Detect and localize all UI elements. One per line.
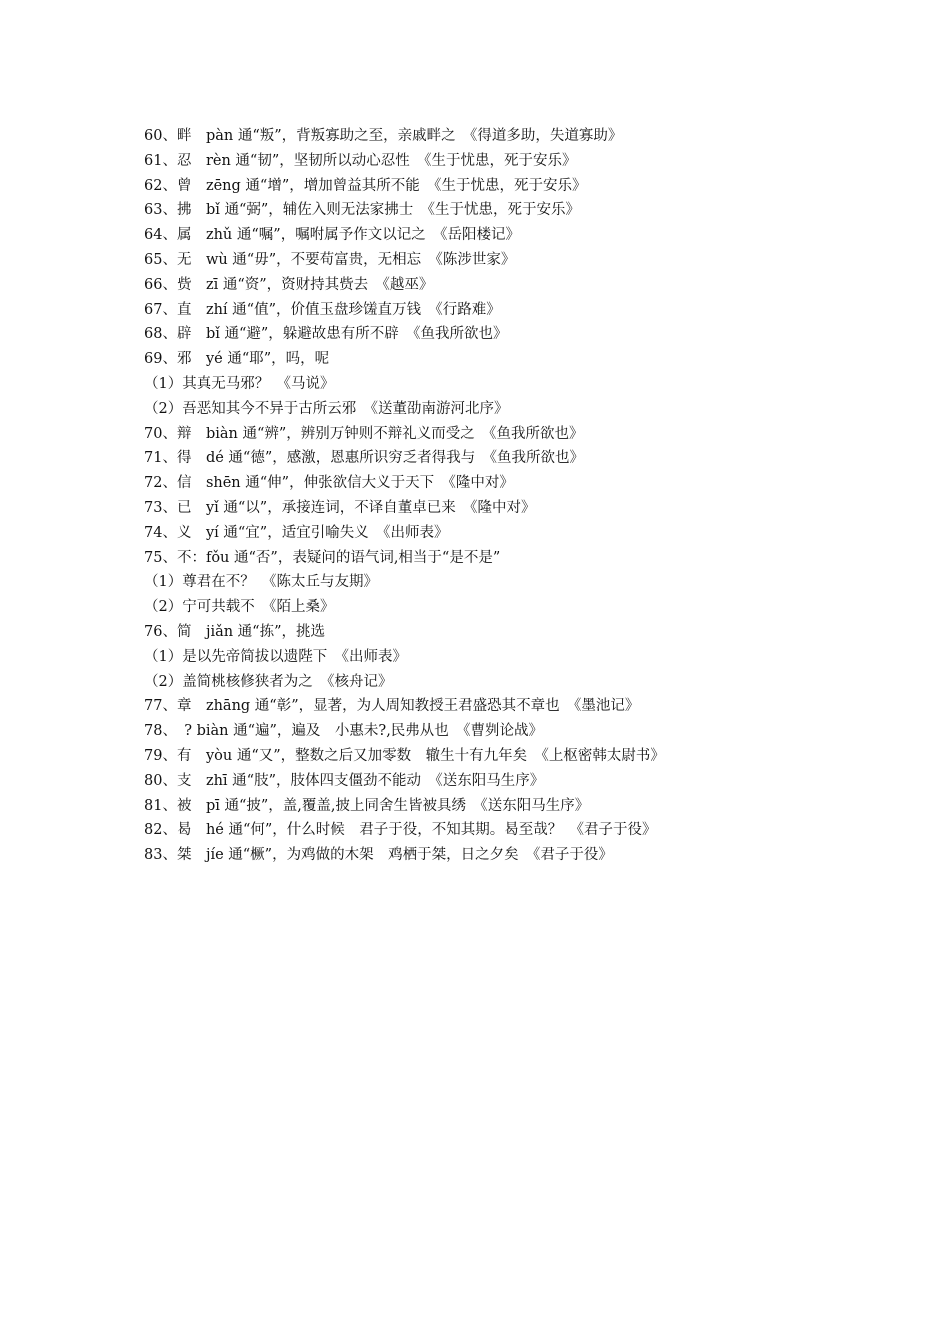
entry-line-63: 63、拂 bǐ 通“弼”，辅佐入则无法家拂士 《生于忧患，死于安乐》	[144, 202, 581, 219]
entry-example-69-1: （1）其真无马邪？ 《马说》	[144, 375, 335, 392]
entry-line-64: 64、属 zhǔ 通“嘱”，嘱咐属予作文以记之 《岳阳楼记》	[144, 227, 520, 244]
entry-line-75: 75、不：fǒu 通“否”，表疑问的语气词,相当于“是不是”	[144, 549, 501, 566]
entry-line-68: 68、辟 bǐ 通“避”，躲避故患有所不辟 《鱼我所欲也》	[144, 326, 508, 343]
entry-line-71: 71、得 dé 通“德”，感激，恩惠所识穷乏者得我与 《鱼我所欲也》	[144, 450, 584, 467]
entry-line-66: 66、赀 zī 通“资”，资财持其赀去 《越巫》	[144, 276, 434, 293]
entry-line-79: 79、有 yòu 通“又”，整数之后又加零数 辙生十有九年矣 《上枢密韩太尉书》	[144, 747, 665, 764]
entry-line-73: 73、已 yǐ 通“以”，承接连词，不译自董卓已来 《隆中对》	[144, 499, 536, 516]
entry-list	[144, 124, 904, 868]
entry-line-82: 82、曷 hé 通“何”，什么时候 君子于役，不知其期。曷至哉？ 《君子于役》	[144, 822, 657, 839]
entry-line-77: 77、章 zhāng 通“彰”，显著，为人周知教授王君盛恐其不章也 《墨池记》	[144, 698, 640, 715]
entry-example-75-2: （2）宁可共载不 《陌上桑》	[144, 599, 335, 616]
entry-example-76-2: （2）盖简桃核修狭者为之 《核舟记》	[144, 673, 393, 690]
entry-line-72: 72、信 shēn 通“伸”，伸张欲信大义于天下 《隆中对》	[144, 475, 514, 492]
entry-line-76: 76、简 jiǎn 通“拣”，挑选	[144, 623, 326, 640]
entry-line-65: 65、无 wù 通“毋”，不要苟富贵，无相忘 《陈涉世家》	[144, 251, 516, 268]
entry-example-76-1: （1）是以先帝简拔以遗陛下 《出师表》	[144, 648, 407, 665]
entry-line-74: 74、义 yí 通“宜”，适宜引喻失义 《出师表》	[144, 524, 449, 541]
entry-example-69-2: （2）吾恶知其今不异于古所云邪 《送董劭南游河北序》	[144, 400, 509, 417]
entry-line-80: 80、支 zhī 通“肢”，肢体四支僵劲不能动 《送东阳马生序》	[144, 772, 545, 789]
entry-line-60: 60、畔 pàn 通“叛”，背叛寡助之至，亲戚畔之 《得道多助，失道寡助》	[144, 128, 623, 144]
entry-line-67: 67、直 zhí 通“值”，价值玉盘珍馐直万钱 《行路难》	[144, 301, 501, 318]
entry-line-61: 61、忍 rèn 通“韧”，坚韧所以动心忍性 《生于忧患，死于安乐》	[144, 152, 577, 169]
entry-example-75-1: （1）尊君在不？ 《陈太丘与友期》	[144, 574, 378, 591]
entry-line-70: 70、辩 biàn 通“辨”，辨别万钟则不辩礼义而受之 《鱼我所欲也》	[144, 425, 584, 442]
entry-line-83: 83、桀 jíe 通“橛”，为鸡做的木架 鸡栖于桀，日之夕矣 《君子于役》	[144, 847, 613, 864]
entry-line-81: 81、被 pī 通“披”，盖,覆盖,披上同舍生皆被具绣 《送东阳马生序》	[144, 797, 590, 814]
entry-line-69: 69、邪 yé 通“耶”，吗，呢	[144, 351, 330, 368]
entry-line-62: 62、曾 zēng 通“增”，增加曾益其所不能 《生于忧患，死于安乐》	[144, 177, 587, 194]
entry-line-78: 78、 ? biàn 通“遍”，遍及 小惠未?,民弗从也 《曹刿论战》	[144, 723, 544, 740]
